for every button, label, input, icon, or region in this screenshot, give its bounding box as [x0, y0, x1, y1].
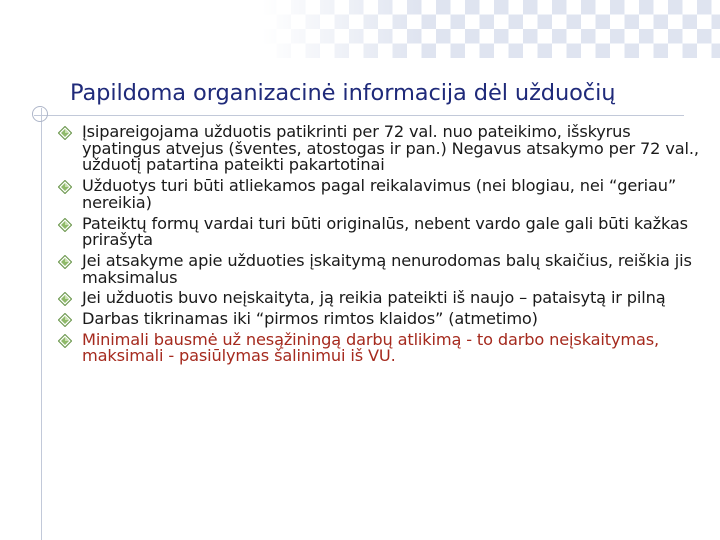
bullet-text: Darbas tikrinamas iki “pirmos rimtos klaidos” (atmetimo): [82, 309, 538, 329]
decorative-vertical-line: [41, 108, 42, 540]
bullet-text: Minimali bausmė už nesąžiningą darbų atlikimą - to darbo neįskaitymas, maksimali - pasiūlymas šalinimui iš VU.: [82, 329, 660, 366]
bullet-text: Pateiktų formų vardai turi būti originalūs, nebent vardo gale gali būti kažkas prirašyta: [82, 213, 688, 250]
bullet-item: [58, 290, 708, 307]
bullet-list: [58, 124, 708, 369]
bullet-text: Jei atsakyme apie užduoties įskaitymą nenurodomas balų skaičius, reiškia jis maksimalus: [82, 250, 692, 287]
diamond-bullet-icon: [58, 126, 72, 140]
bullet-text: Užduotys turi būti atliekamos pagal reikalavimus (nei blogiau, nei “geriau” nereikia): [82, 176, 677, 212]
diamond-bullet-icon: [58, 313, 72, 327]
diamond-bullet-icon: [58, 255, 72, 269]
bullet-text: Jei užduotis buvo neįskaityta, ją reikia pateikti iš naujo – pataisytą ir pilną: [82, 288, 666, 308]
bullet-item: [58, 250, 708, 287]
slide-title: Papildoma organizacinė informacija dėl užduočių: [70, 80, 616, 106]
corner-checker-decoration: [262, 0, 720, 58]
bullet-text: Įsipareigojama užduotis patikrinti per 72 val. nuo pateikimo, išskyrus ypatingus atvejus (šventes, atostogas ir pan.) Negavus atsakymo per 72 val., užduotį patartina pateikti pakartotinai: [82, 122, 699, 175]
decorative-horizontal-line: [34, 115, 684, 116]
bullet-item: [58, 178, 708, 211]
diamond-bullet-icon: [58, 334, 72, 348]
bullet-item: [58, 124, 708, 174]
bullet-item-warning: [58, 329, 708, 366]
diamond-bullet-icon: [58, 292, 72, 306]
bullet-item: [58, 311, 708, 328]
diamond-bullet-icon: [58, 180, 72, 194]
decorative-circle: [32, 106, 48, 122]
diamond-bullet-icon: [58, 218, 72, 232]
bullet-item: [58, 213, 708, 250]
